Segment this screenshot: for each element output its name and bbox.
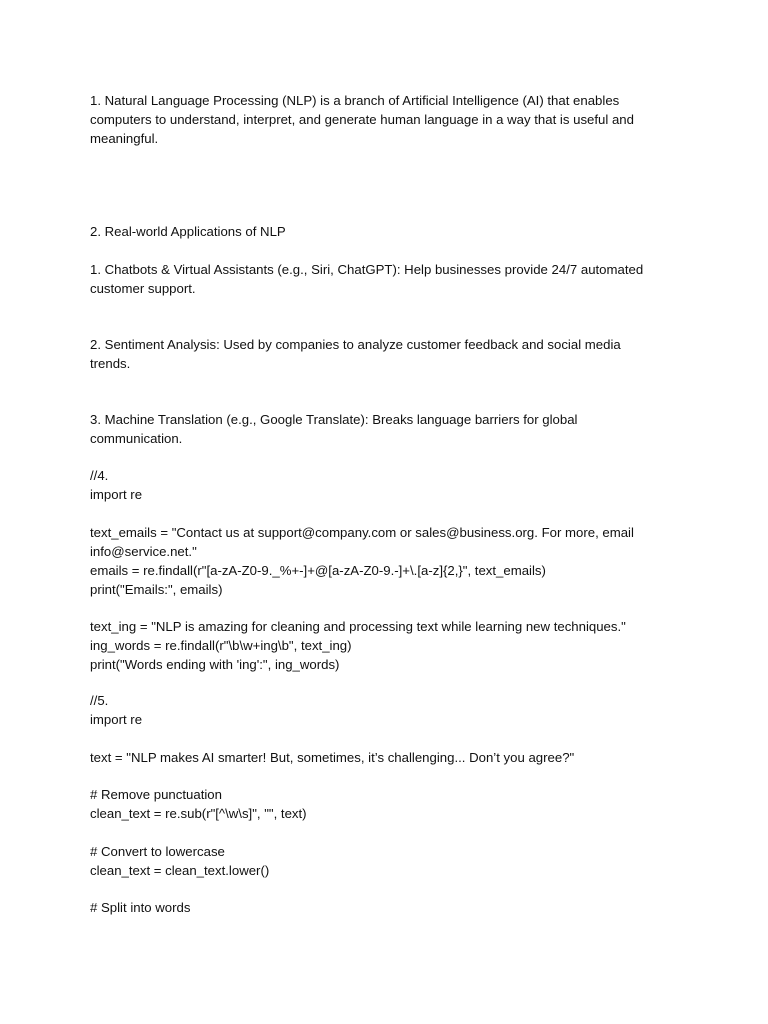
code-line: info@service.net."	[90, 544, 197, 559]
text-line: 3. Machine Translation (e.g., Google Translate): Breaks language barriers for global	[90, 412, 578, 427]
text-line: communication.	[90, 431, 183, 446]
code-line: print("Words ending with 'ing':", ing_words)	[90, 657, 340, 672]
code-line: //4.	[90, 468, 109, 483]
text-line: customer support.	[90, 281, 196, 296]
code-line: import re	[90, 712, 143, 727]
section-heading: 2. Real-world Applications of NLP	[90, 224, 286, 239]
code-line: emails = re.findall(r"[a-zA-Z0-9._%+-]+@[a-zA-Z0-9.-]+\.[a-z]{2,}", text_emails)	[90, 563, 546, 578]
text-line: 1. Natural Language Processing (NLP) is a branch of Artificial Intelligence (AI) that enables	[90, 93, 620, 108]
code-line: text = "NLP makes AI smarter! But, sometimes, it’s challenging... Don’t you agree?"	[90, 750, 575, 765]
text-line: trends.	[90, 356, 131, 371]
code-line: text_emails = "Contact us at support@company.com or sales@business.org. For more, email	[90, 525, 634, 540]
code-line: ing_words = re.findall(r"\b\w+ing\b", text_ing)	[90, 638, 352, 653]
code-line: clean_text = clean_text.lower()	[90, 863, 270, 878]
code-line: //5.	[90, 693, 109, 708]
code-comment: # Split into words	[90, 900, 191, 915]
text-line: 2. Sentiment Analysis: Used by companies to analyze customer feedback and social media	[90, 337, 621, 352]
text-line: computers to understand, interpret, and generate human language in a way that is useful and	[90, 112, 634, 127]
text-line: 1. Chatbots & Virtual Assistants (e.g., Siri, ChatGPT): Help businesses provide 24/7 automated	[90, 262, 644, 277]
code-comment: # Remove punctuation	[90, 787, 222, 802]
code-comment: # Convert to lowercase	[90, 844, 225, 859]
code-line: text_ing = "NLP is amazing for cleaning and processing text while learning new techniques."	[90, 619, 626, 634]
code-line: clean_text = re.sub(r"[^\w\s]", "", text)	[90, 806, 307, 821]
text-line: meaningful.	[90, 131, 159, 146]
code-line: import re	[90, 487, 143, 502]
code-line: print("Emails:", emails)	[90, 582, 223, 597]
